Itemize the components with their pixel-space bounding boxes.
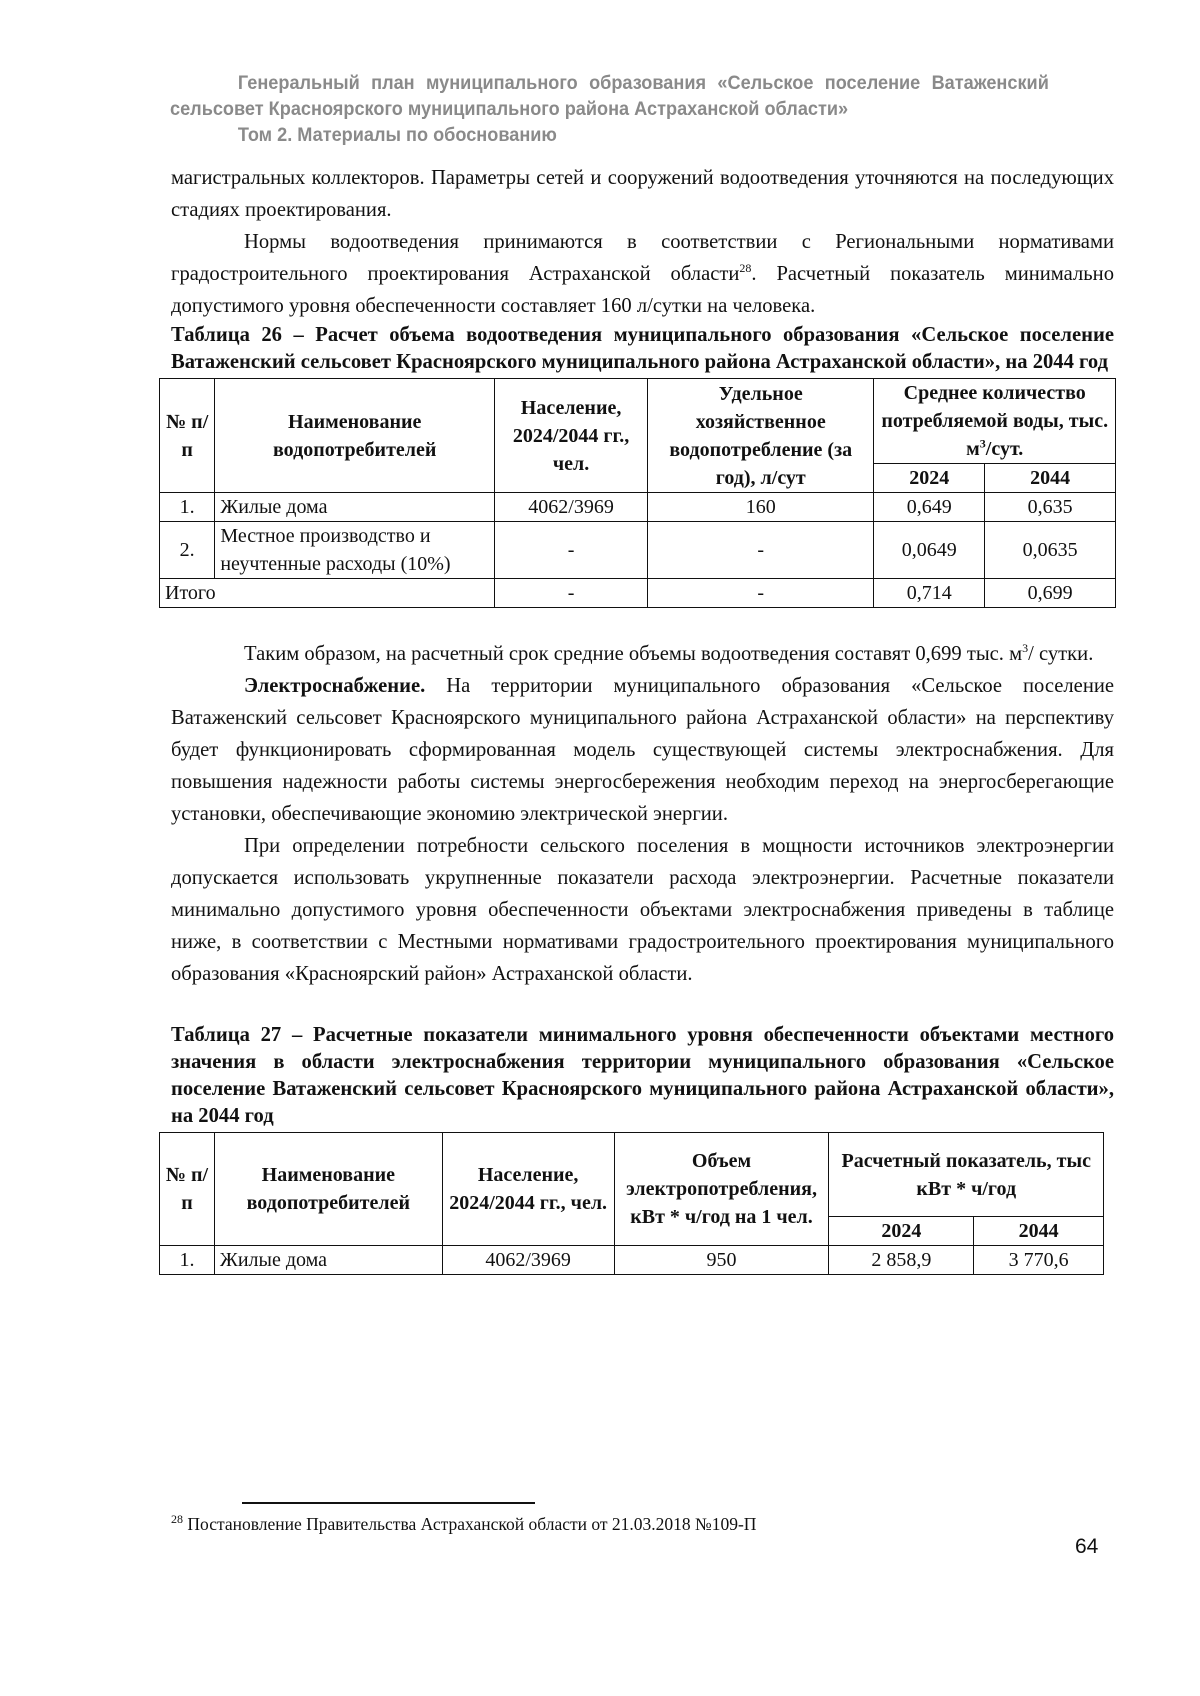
paragraph-1: магистральных коллекторов. Параметры сетей и сооружений водоотведения уточняются на последующих стадиях проектирования.	[171, 167, 1114, 221]
col-header-population: Население, 2024/2044 гг., чел.	[442, 1133, 614, 1246]
paragraph-3: Таким образом, на расчетный срок средние объемы водоотведения составят 0,699 тыс. $м^3/$ сутки.	[244, 641, 1094, 665]
table-row: 1. Жилые дома 4062/3969 950 2 858,9 3 770,6	[160, 1246, 1104, 1275]
header-line-1: Генеральный план муниципального образования «Сельское поселение Ватаженский	[237, 72, 1049, 94]
header-line-2: сельсовет Красноярского муниципального района Астраханской области»	[170, 98, 849, 120]
col-header-name: Наименование водопотребителей	[214, 1133, 442, 1246]
col-header-name: Наименование водопотребителей	[215, 379, 495, 493]
col-header-num: № п/п	[160, 1133, 215, 1246]
col-header-2044: 2044	[974, 1217, 1104, 1246]
footnote: $^{28}$ Постановление Правительства Астраханской области от 21.03.2018 №109-П	[171, 1512, 757, 1534]
col-header-2044: 2044	[985, 464, 1116, 493]
col-header-2024: 2024	[874, 464, 985, 493]
paragraph-4: Электроснабжение. На территории муниципального образования «Сельское поселение Ватаженский сельсовет Красноярского муниципального района Астраханской области» на перспективу будет функционировать сформированная модель существующей системы электроснабжения. Для повышения надежности работы системы энергосбережения необходим переход на энергосберегающие установки, обеспечивающие экономию электрической энергии.	[171, 675, 1114, 825]
page-number: 64	[1075, 1535, 1099, 1558]
page-content	[165, 162, 1114, 1275]
col-header-specific-consumption: Удельное хозяйственное водопотребление (за год), л/сут	[648, 379, 874, 493]
paragraph-2: Нормы водоотведения принимаются в соответствии с Региональными нормативами градостроительного проектирования Астраханской области$^{28}$. Расчетный показатель минимально допустимого уровня обеспеченности составляет 160 л/сутки на человека.	[171, 231, 1114, 317]
table-26-caption: Таблица 26 – Расчет объема водоотведения муниципального образования «Сельское поселение Ватаженский сельсовет Красноярского муниципального района Астраханской области», на 2044 год	[171, 324, 1114, 373]
col-header-calculated-indicator: Расчетный показатель, тыс кВт * ч/год	[829, 1133, 1104, 1217]
table-row: 1. Жилые дома 4062/3969 160 0,649 0,635	[160, 493, 1116, 522]
table-27	[159, 1132, 1104, 1275]
col-header-2024: 2024	[829, 1217, 974, 1246]
table-row: 2. Местное производство и неучтенные расходы (10%) - - 0,0649 0,0635	[160, 522, 1116, 579]
col-header-average-quantity: Среднее количество потребляемой воды, тыс. $м^3$/сут.	[874, 379, 1116, 464]
col-header-population: Население, 2024/2044 гг., чел.	[495, 379, 648, 493]
header-line-3: Том 2. Материалы по обоснованию	[237, 124, 557, 146]
table-26	[159, 378, 1116, 608]
col-header-num: № п/п	[160, 379, 215, 493]
running-header	[170, 70, 1049, 148]
paragraph-5: При определении потребности сельского поселения в мощности источников электроэнергии допускается использовать укрупненные показатели расхода электроэнергии. Расчетные показатели минимально допустимого уровня обеспеченности объектами электроснабжения приведены в таблице ниже, в соответствии с Местными нормативами градостроительного проектирования муниципального образования «Красноярский район» Астраханской области.	[171, 835, 1114, 985]
col-header-consumption-volume: Объем электропотребления, кВт * ч/год на 1 чел.	[614, 1133, 829, 1246]
table-27-caption: Таблица 27 – Расчетные показатели минимального уровня обеспеченности объектами местного значения в области электроснабжения территории муниципального образования «Сельское поселение Ватаженский сельсовет Красноярского муниципального района Астраханской области», на 2044 год	[171, 1024, 1114, 1127]
section-heading-electricity: Электроснабжение.	[244, 675, 426, 697]
footnote-separator	[242, 1502, 535, 1504]
table-total-row: Итого - - 0,714 0,699	[160, 579, 1116, 608]
footnote-ref[interactable]: 28	[739, 261, 752, 276]
